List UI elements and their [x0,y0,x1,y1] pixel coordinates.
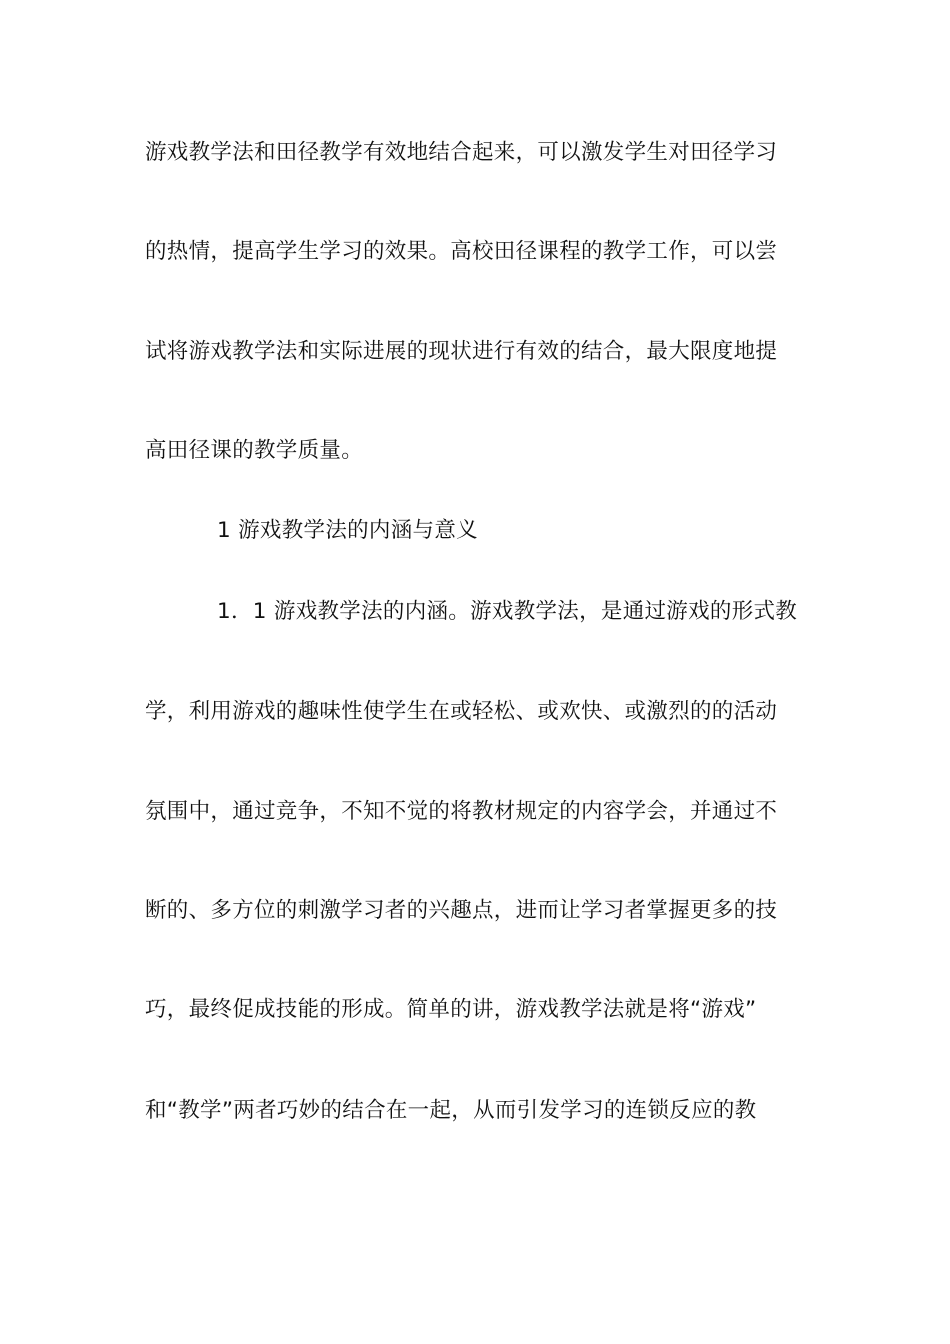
paragraph-line: 和“教学”两者巧妙的结合在一起，从而引发学习的连锁反应的教 [145,1098,757,1123]
paragraph-line: 试将游戏教学法和实际进展的现状进行有效的结合，最大限度地提 [145,339,778,364]
section-heading: 1 游戏教学法的内涵与意义 [217,518,478,543]
paragraph-line: 学，利用游戏的趣味性使学生在或轻松、或欢快、或激烈的的活动 [145,699,778,724]
subsection-line: 1．1 游戏教学法的内涵。游戏教学法，是通过游戏的形式教 [217,599,798,624]
paragraph-line: 游戏教学法和田径教学有效地结合起来，可以激发学生对田径学习 [145,140,778,165]
paragraph-line: 氛围中，通过竞争，不知不觉的将教材规定的内容学会，并通过不 [145,799,778,824]
paragraph-line: 巧，最终促成技能的形成。简单的讲，游戏教学法就是将“游戏” [145,997,757,1022]
paragraph-line: 的热情，提高学生学习的效果。高校田径课程的教学工作，可以尝 [145,239,778,264]
paragraph-line: 高田径课的教学质量。 [145,438,364,463]
paragraph-line: 断的、多方位的刺激学习者的兴趣点，进而让学习者掌握更多的技 [145,898,778,923]
